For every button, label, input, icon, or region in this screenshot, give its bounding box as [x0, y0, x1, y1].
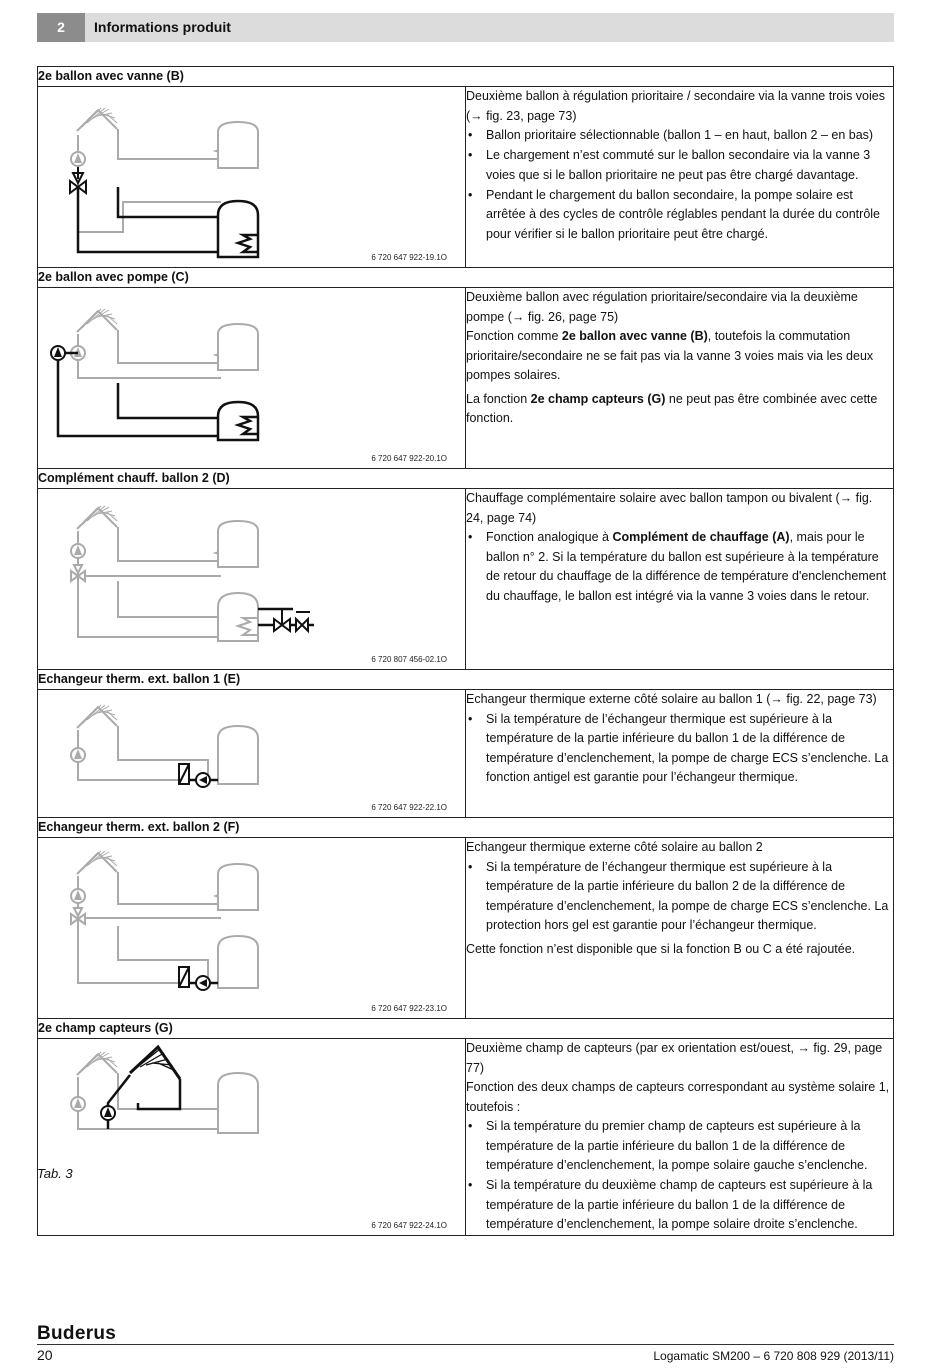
body-text: Fonction comme 2e ballon avec vanne (B), toutefois la commutation prioritaire/secondaire ne se fait pas via la vanne 3 voies mais via les deux pompes solaires. [466, 329, 874, 382]
diagram-cell-c [38, 288, 466, 469]
diagram-cell-b [38, 87, 466, 268]
table-caption: Tab. 3 [37, 1166, 73, 1181]
bullet-list [466, 126, 893, 244]
arrow-icon: → [797, 1041, 810, 1055]
intro-text: Echangeur thermique externe côté solaire au ballon 1 (→ fig. 22, page 73) [466, 692, 877, 706]
functions-table [37, 66, 894, 1236]
bullet-list [466, 858, 893, 936]
arrow-icon: → [511, 309, 525, 324]
figure-code: 6 720 647 922-22.1O [371, 803, 447, 812]
list-item: • Si la température du premier champ de capteurs est supérieure à la température de la partie inférieure du ballon 1 de la différence de température d’enclenchement, la pompe solaire gauche s’enclenche. [466, 1117, 893, 1176]
list-item: • Si la température du deuxième champ de capteurs est supérieure à la température de la partie inférieure du ballon 1 de la différence de température d’enclenchement, la pompe solaire droite s’enclenche. [466, 1176, 893, 1235]
intro-text: Echangeur thermique externe côté solaire au ballon 2 [466, 840, 763, 854]
list-item: • Si la température de l’échangeur thermique est supérieure à la température de la partie inférieure du ballon 2 de la différence de température d’enclenchement, la pompe de charge ECS s’enclenche. La protection hors gel est garantie pour l’échangeur thermique. [466, 858, 893, 936]
list-item: • Pendant le chargement du ballon secondaire, la pompe solaire est arrêtée à des cycles de contrôle réglables pendant la durée du contrôle pour vérifier si le ballon prioritaire peut être chargé. [466, 186, 893, 245]
row-heading-e: Echangeur therm. ext. ballon 1 (E) [38, 670, 894, 690]
arrow-icon: → [770, 692, 783, 706]
description-d [466, 489, 894, 670]
diagram-second-tank-pump [38, 288, 314, 468]
intro-text: Deuxième champ de capteurs (par ex orientation est/ouest, → fig. 29, page 77) [466, 1041, 883, 1075]
figure-code: 6 720 807 456-02.1O [371, 655, 447, 664]
diagram-second-tank-valve [38, 87, 314, 267]
footer-divider [37, 1344, 894, 1345]
description-b [466, 87, 894, 268]
row-heading-c: 2e ballon avec pompe (C) [38, 268, 894, 288]
diagram-cell-d [38, 489, 466, 670]
diagram-cell-g [38, 1039, 466, 1236]
intro-text: Deuxième ballon à régulation prioritaire / secondaire via la vanne trois voies (→ fig. 23, page 73) [466, 89, 885, 123]
intro-text: Deuxième ballon avec régulation prioritaire/secondaire via la deuxième pompe (→ fig. 26, page 75) [466, 290, 858, 324]
body-text: La fonction 2e champ capteurs (G) ne peut pas être combinée avec cette fonction. [466, 391, 878, 425]
diagram-second-collector-field [38, 1039, 314, 1163]
chapter-title: Informations produit [94, 19, 231, 35]
body-text: Fonction des deux champs de capteurs correspondant au système solaire 1, toutefois : [466, 1080, 890, 1114]
bullet-list [466, 528, 893, 606]
description-e [466, 690, 894, 818]
description-c [466, 288, 894, 469]
figure-code: 6 720 647 922-24.1O [371, 1221, 447, 1230]
document-reference: Logamatic SM200 – 6 720 808 929 (2013/11) [653, 1349, 894, 1363]
figure-code: 6 720 647 922-19.1O [371, 253, 447, 262]
arrow-icon: → [470, 108, 483, 123]
diagram-external-exchanger-tank1 [38, 690, 314, 817]
note-text: Cette fonction n’est disponible que si la fonction B ou C a été rajoutée. [466, 941, 856, 956]
buderus-logo: Buderus [37, 1323, 117, 1344]
chapter-number: 2 [37, 13, 85, 42]
chapter-header [37, 13, 894, 42]
figure-code: 6 720 647 922-20.1O [371, 454, 447, 463]
row-heading-b: 2e ballon avec vanne (B) [38, 67, 894, 87]
page-number: 20 [37, 1347, 53, 1363]
description-f [466, 838, 894, 1019]
diagram-heating-support-tank2 [38, 489, 314, 669]
row-heading-g: 2e champ capteurs (G) [38, 1019, 894, 1039]
intro-text: Chauffage complémentaire solaire avec ballon tampon ou bivalent (→ fig. 24, page 74) [466, 491, 873, 525]
bullet-list [466, 1117, 893, 1235]
list-item: • Fonction analogique à Complément de chauffage (A), mais pour le ballon n° 2. Si la température du ballon est supérieure à la température de retour du chauffage de la différence de température d'enclenchement du chauffage, le ballon est intégré via la vanne 3 voies dans le retour. [466, 528, 893, 606]
list-item: • Si la température de l’échangeur thermique est supérieure à la température de la partie inférieure du ballon 1 de la différence de température d’enclenchement, la pompe de charge ECS s’enclenche. La fonction antigel est garantie pour l’échangeur thermique. [466, 710, 893, 788]
bullet-list [466, 710, 893, 788]
list-item: • Le chargement n’est commuté sur le ballon secondaire via la vanne 3 voies que si le ballon prioritaire ne peut pas être chargé davantage. [466, 146, 893, 185]
list-item: • Ballon prioritaire sélectionnable (ballon 1 – en haut, ballon 2 – en bas) [466, 126, 893, 146]
diagram-cell-f [38, 838, 466, 1019]
description-g [466, 1039, 894, 1236]
row-heading-f: Echangeur therm. ext. ballon 2 (F) [38, 818, 894, 838]
diagram-cell-e [38, 690, 466, 818]
row-heading-d: Complément chauff. ballon 2 (D) [38, 469, 894, 489]
figure-code: 6 720 647 922-23.1O [371, 1004, 447, 1013]
arrow-icon: → [839, 491, 853, 505]
diagram-external-exchanger-tank2 [38, 838, 314, 1018]
